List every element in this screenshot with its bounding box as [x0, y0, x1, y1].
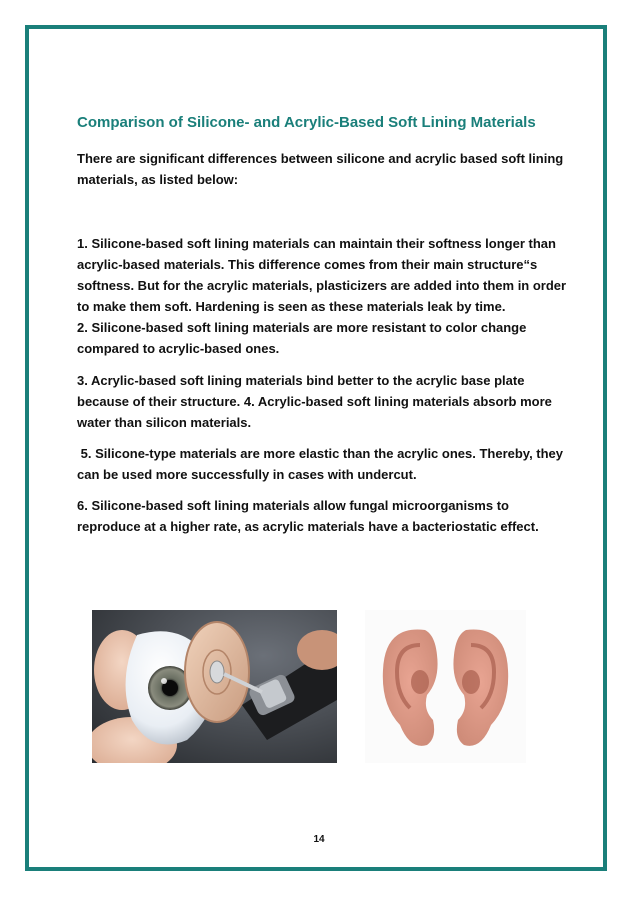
list-block-1	[77, 233, 569, 359]
list-item-3-4: 3. Acrylic-based soft lining materials bind better to the acrylic base plate because of their structure. 4. Acrylic-based soft lining materials absorb more water than silicon materials.	[77, 373, 552, 430]
silicone-ear-prostheses-photo	[365, 610, 526, 763]
ocular-prosthesis-polishing-photo	[92, 610, 337, 763]
intro-paragraph: There are significant differences between silicone and acrylic based soft lining materials, as listed below:	[77, 151, 564, 187]
list-item-5: 5. Silicone-type materials are more elastic than the acrylic ones. Thereby, they can be used more successfully in cases with undercut.	[77, 446, 567, 482]
list-item-6: 6. Silicone-based soft lining materials allow fungal microorganisms to reproduce at a higher rate, as acrylic materials have a bacteriostatic effect.	[77, 498, 539, 534]
page-number: 14	[313, 834, 325, 845]
section-heading: Comparison of Silicone- and Acrylic-Based Soft Lining Materials	[77, 114, 536, 131]
list-item-2: 2. Silicone-based soft lining materials are more resistant to color change compared to acrylic-based ones.	[77, 320, 527, 356]
list-item-1: 1. Silicone-based soft lining materials can maintain their softness longer than acrylic-based materials. This difference comes from their main structure“s softness. But for the acrylic materials, plasticizers are added into them in order to make them soft. Hardening is seen as these materials leak by time.	[77, 236, 567, 314]
